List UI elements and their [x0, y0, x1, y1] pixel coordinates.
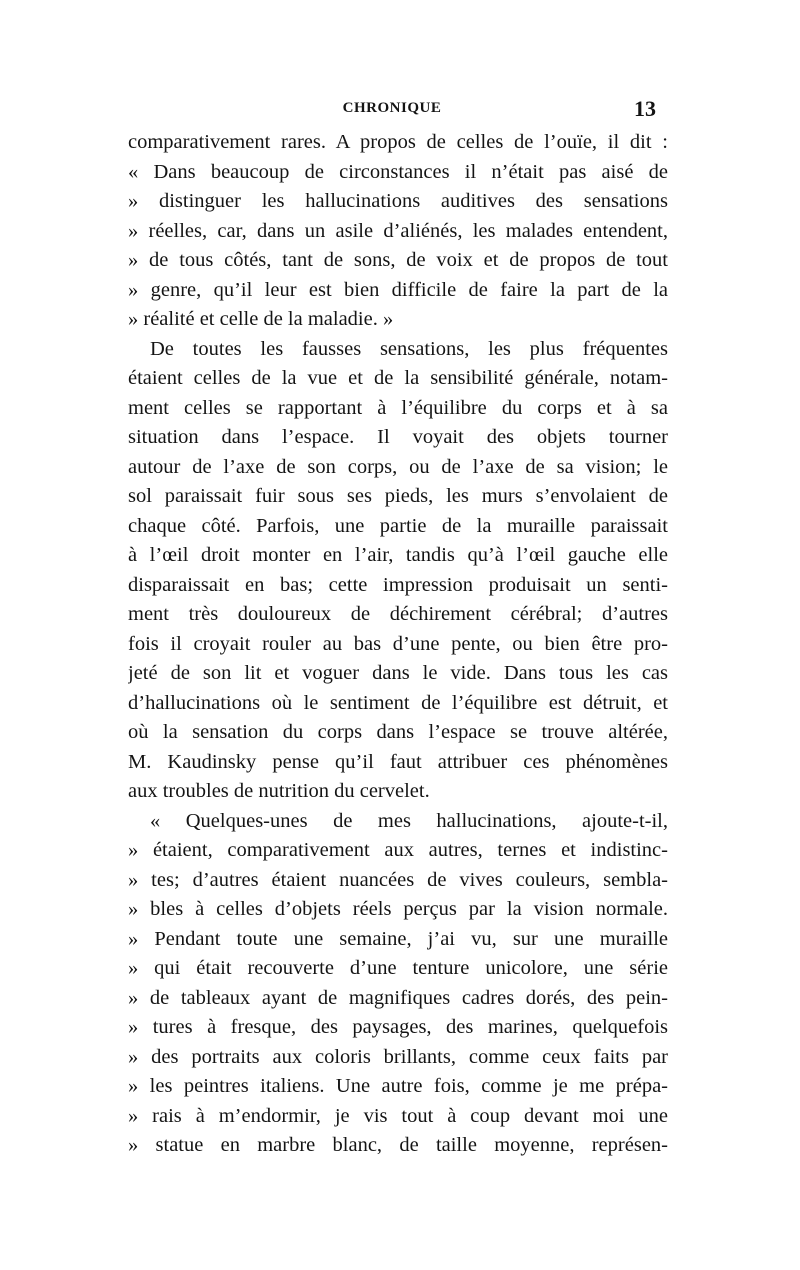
running-head: CHRONIQUE: [342, 100, 442, 116]
text-line: » tes; d’autres étaient nuancées de vives couleurs, sembla-: [128, 868, 668, 891]
text-line: » bles à celles d’objets réels perçus par la vision normale.: [128, 898, 668, 920]
text-line: aux troubles de nutrition du cervelet.: [128, 780, 430, 802]
text-line: » distinguer les hallucinations auditives des sensations: [128, 190, 668, 212]
text-line: » tures à fresque, des paysages, des marines, quelquefois: [128, 1016, 668, 1038]
text-line: » les peintres italiens. Une autre fois, comme je me prépa-: [128, 1075, 668, 1097]
text-line: comparativement rares. A propos de celles de l’ouïe, il dit :: [128, 131, 668, 153]
page-header: [128, 96, 656, 126]
text-line: étaient celles de la vue et de la sensibilité générale, notam-: [128, 367, 668, 389]
text-line: » qui était recouverte d’une tenture unicolore, une série: [128, 957, 668, 979]
text-line: fois il croyait rouler au bas d’une pente, ou bien être pro-: [128, 632, 668, 655]
text-line: où la sensation du corps dans l’espace se trouve altérée,: [128, 721, 668, 743]
text-line: situation dans l’espace. Il voyait des objets tourner: [128, 426, 668, 448]
text-line: sol paraissait fuir sous ses pieds, les murs s’envolaient de: [128, 485, 668, 507]
text-line: » rais à m’endormir, je vis tout à coup devant moi une: [128, 1104, 668, 1127]
page-number: 13: [634, 96, 656, 121]
text-line: » réelles, car, dans un asile d’aliénés, les malades entendent,: [128, 219, 668, 242]
text-line: » de tableaux ayant de magnifiques cadres dorés, des pein-: [128, 986, 668, 1009]
text-line: M. Kaudinsky pense qu’il faut attribuer ces phénomènes: [128, 750, 668, 773]
text-line: chaque côté. Parfois, une partie de la muraille paraissait: [128, 514, 668, 537]
text-line: disparaissait en bas; cette impression produisait un senti-: [128, 573, 668, 596]
text-line: » de tous côtés, tant de sons, de voix et de propos de tout: [128, 249, 668, 271]
text-line: De toutes les fausses sensations, les plus fréquentes: [150, 337, 668, 360]
text-line: autour de l’axe de son corps, ou de l’axe de sa vision; le: [128, 455, 668, 478]
text-line: « Quelques-unes de mes hallucinations, ajoute-t-il,: [150, 809, 668, 832]
body-text: [128, 128, 668, 1161]
text-line: » Pendant toute une semaine, j’ai vu, sur une muraille: [128, 927, 668, 950]
text-line: ment très douloureux de déchirement cérébral; d’autres: [128, 603, 668, 625]
text-line: jeté de son lit et voguer dans le vide. Dans tous les cas: [128, 662, 668, 684]
text-line: ment celles se rapportant à l’équilibre du corps et à sa: [128, 396, 668, 419]
text-line: » genre, qu’il leur est bien difficile de faire la part de la: [128, 278, 668, 301]
text-line: « Dans beaucoup de circonstances il n’était pas aisé de: [128, 160, 668, 183]
text-line: d’hallucinations où le sentiment de l’équilibre est détruit, et: [128, 691, 668, 714]
text-line: » réalité et celle de la maladie. »: [128, 308, 394, 330]
text-line: à l’œil droit monter en l’air, tandis qu’à l’œil gauche elle: [128, 544, 668, 566]
text-line: » statue en marbre blanc, de taille moyenne, représen-: [128, 1134, 668, 1156]
text-line: » des portraits aux coloris brillants, comme ceux faits par: [128, 1045, 668, 1068]
text-line: » étaient, comparativement aux autres, ternes et indistinc-: [128, 839, 668, 861]
